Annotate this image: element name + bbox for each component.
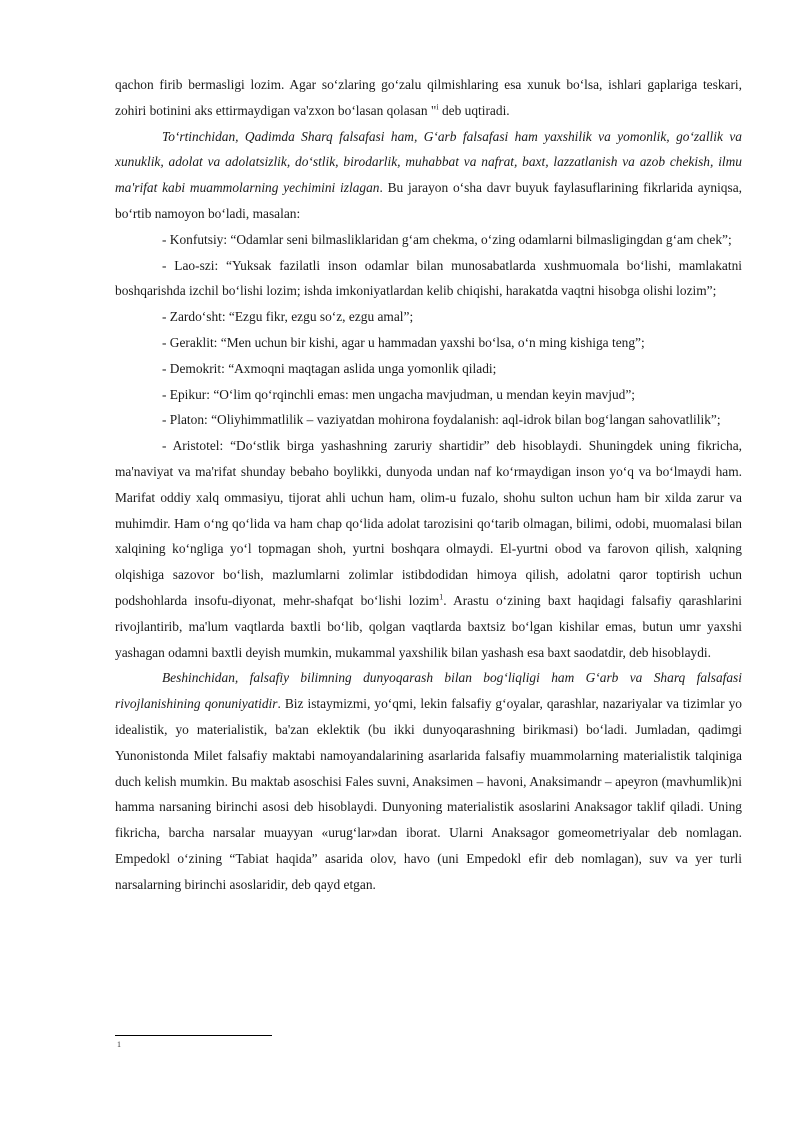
quote-plato: - Platon: “Oliyhimmatlilik – vaziyatdan mohirona foydalanish: aql-idrok bilan bogʻlangan sahovatlilik”; [162,412,721,428]
quote-epicurus: - Epikur: “Oʻlim qoʻrqinchli emas: men ungacha mavjudman, u mendan keyin mavjud”; [162,386,636,402]
document-body [115,72,742,898]
paragraph-fourth-point [115,124,742,227]
paragraph-text: qachon firib bermasligi lozim. Agar soʻzlaring goʻzalu qilmishlaring esa xunuk boʻlsa, ishlari gaplariga teskari, zohiri botinini aks ettirmaydigan va'zxon boʻlasan qolasan " [115,77,742,118]
quote-democritus: - Demokrit: “Axmoqni maqtagan aslida unga yomonlik qiladi; [162,360,497,376]
paragraph-text: . Biz istaymizmi, yoʻqmi, lekin falsafiy gʻoyalar, qarashlar, nazariyalar va tizimlar yo idealistik, yo materialistik, ba'zan eklektik (bu ikki dunyoqarashning birikmasi) boʻladi. Jumladan, qadimgi Yunonistonda Milet falsafiy maktabi namoyandalarining asarlarida falsafiy muammolarning materialistik talqiniga duch kelish mumkin. Bu maktab asoschisi Fales suvni, Anaksimen – havoni, Anaksimandr – apeyron (mavhumlik)ni hamma narsaning birinchi asosi deb hisoblaydi. Dunyoning materialistik asoslarini Anaksagor taklif qiladi. Uning fikricha, barcha narsalar muayyan «urugʻlar»dan iborat. Ularni Anaksagor gomeometriyalar deb nomlagan. Empedokl oʻzining “Tabiat haqida” asarida olov, havo (uni Empedokl efir deb nomlagan), suv va yer turli narsalarning birinchi asoslaridir, deb qayd etgan. [115,696,742,892]
footnote-number: 1 [117,1040,121,1049]
quote-aristotle [115,433,742,665]
paragraph-intro [115,72,742,124]
footnote-ref: i [436,102,439,112]
italic-heading-text: Beshinchidan, falsafiy bilimning dunyoqarash bilan bogʻliqligi ham Gʻarb va Sharq falsafasi rivojlanishining qonuniyatidir [115,670,742,712]
footnote-ref: 1 [439,592,444,602]
quote-zoroaster: - Zardoʻsht: “Ezgu fikr, ezgu soʻz, ezgu amal”; [162,309,414,325]
quote-confucius: - Konfutsiy: “Odamlar seni bilmasliklaridan gʻam chekma, oʻzing odamlarni bilmasligingdan gʻam chek”; [162,231,732,247]
paragraph-text: deb uqtiradi. [438,102,510,118]
paragraph-text: . Arastu oʻzining baxt haqidagi falsafiy qarashlarini rivojlantirib, ma'lum vaqtlarda baxtli boʻlib, qolgan vaqtlarda baxtsiz boʻlgan kishilar emas, butun umr yaxshi yashagan odamni baxtli deyish mumkin, mukammal yaxshilik bilan yashash esa baxt saodatdir, deb hisoblaydi. [115,592,742,660]
quote-heraclitus: - Geraklit: “Men uchun bir kishi, agar u hammadan yaxshi boʻlsa, oʻn ming kishiga teng”; [162,334,645,350]
quote-lao-tzu: - Lao-szi: “Yuksak fazilatli inson odamlar bilan munosabatlarda xushmuomala boʻlishi, mamlakatni boshqarishda izchil boʻlishi lozim; ishda imkoniyatlardan kelib chiqishi, harakatda vaqtni hisobga olishi lozim”; [115,257,742,299]
paragraph-fifth-point [115,665,742,897]
paragraph-text: - Aristotel: “Doʻstlik birga yashashning zaruriy shartidir” deb hisoblaydi. Shuningdek uning fikricha, ma'naviyat va ma'rifat shunday bebaho boylikki, dunyoda undan naf koʻrmaydigan inson yoʻq va boʻlmaydi ham. Marifat oddiy xalq ommasiyu, tijorat ahli uchun ham, olim-u fuzalo, shohu sulton uchun ham bir xilda zarur va muhimdir. Ham oʻng qoʻlida va ham chap qoʻlida adolat tarozisini qoʻtarib olmagan, bilimi, odobi, muomalasi bilan xalqining koʻngliga yoʻl topmagan shoh, yurtni boshqara olmaydi. El-yurtni obod va farovon qilish, xalqning olqishiga sazovor boʻlish, mazlumlarni zolimlar istibdodidan himoya qilish, adolatni qaror toptirish uchun podshohlarda insofu-diyonat, mehr-shafqat boʻlishi lozim [115,438,742,608]
paragraph-text: . Bu jarayon oʻsha davr buyuk faylasuflarining fikrlarida ayniqsa, boʻrtib namoyon boʻladi, masalan: [115,180,742,221]
italic-heading-text: Toʻrtinchidan, Qadimda Sharq falsafasi ham, Gʻarb falsafasi ham yaxshilik va yomonlik, goʻzallik va xunuklik, adolat va adolatsizlik, doʻstlik, birodarlik, muhabbat va nafrat, baxt, lazzatlanish va azob chekish, ilmu ma'rifat kabi muammolarning yechimini izlagan [115,128,742,196]
footnote-separator [115,1035,272,1036]
